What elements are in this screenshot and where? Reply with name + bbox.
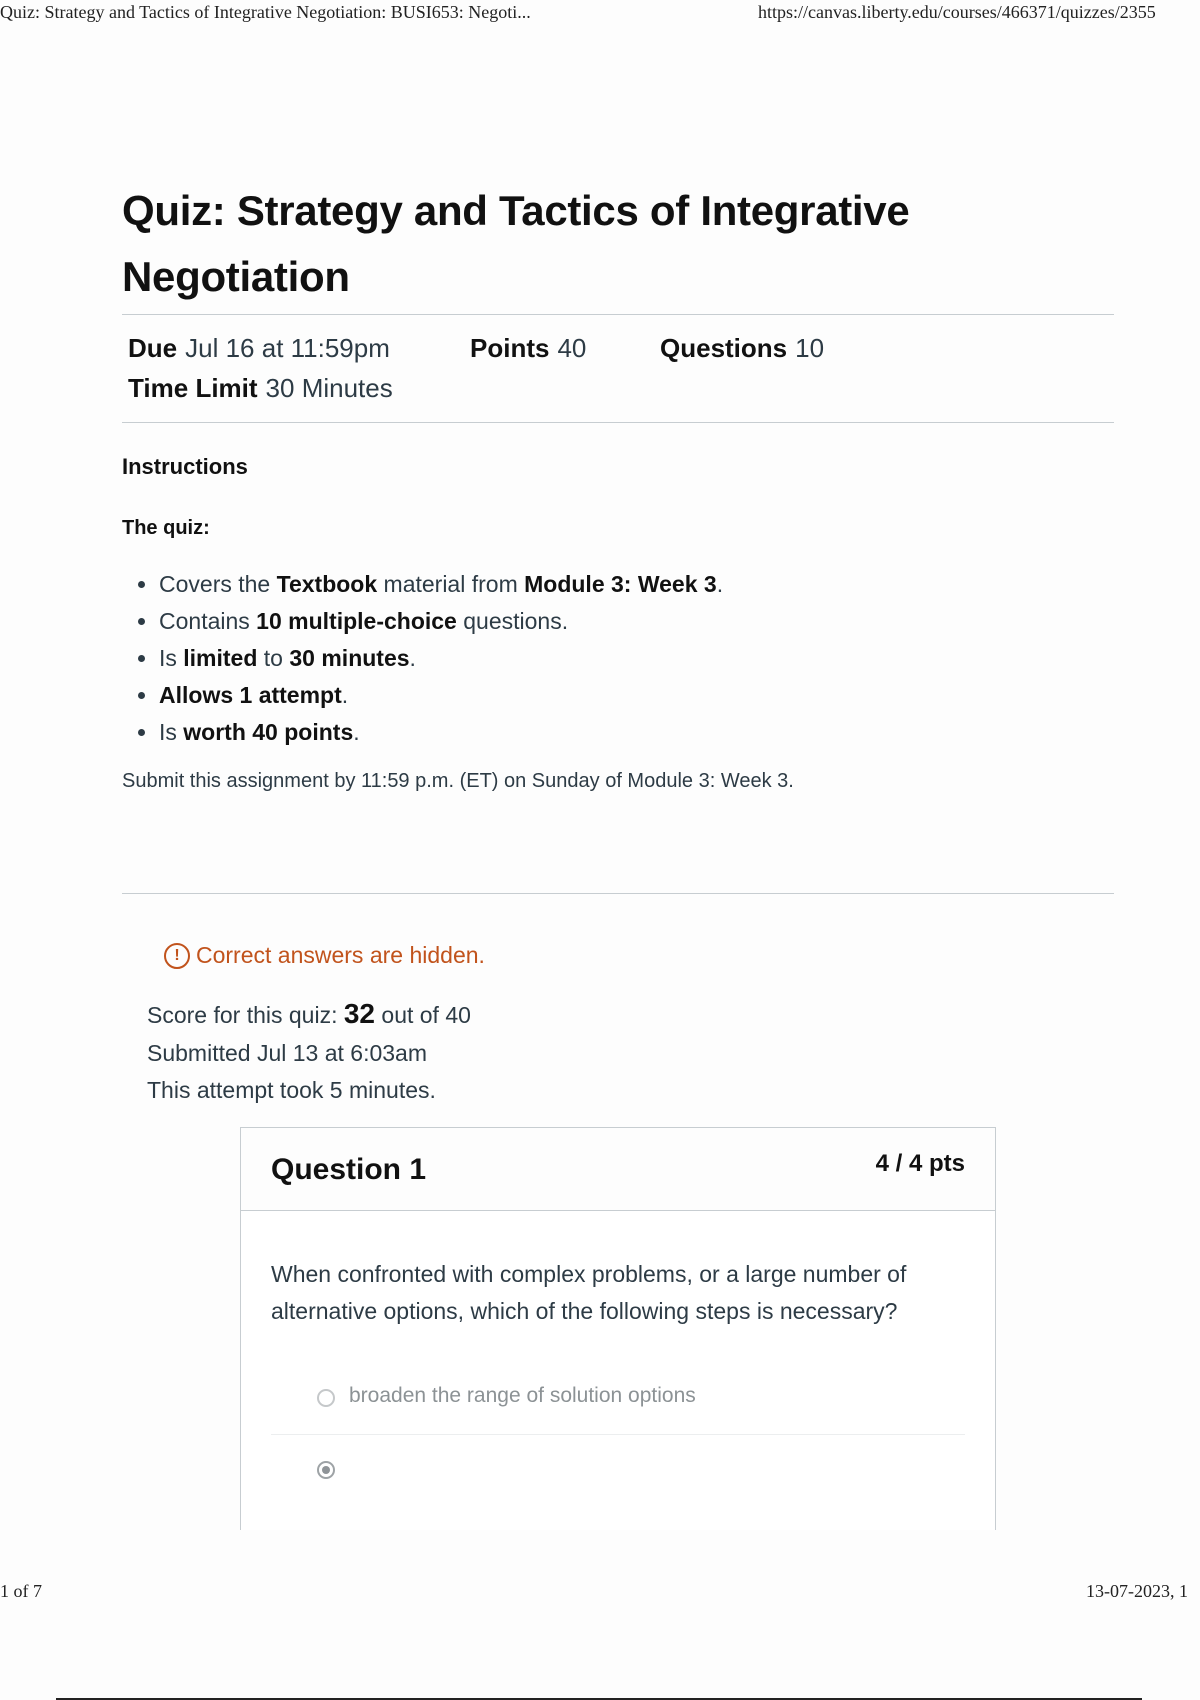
score-value: 32 — [343, 998, 376, 1029]
answer-option — [271, 1364, 965, 1435]
questions-label: Questions — [660, 333, 788, 363]
divider — [122, 422, 1114, 423]
page-number: 1 of 7 — [0, 1581, 42, 1601]
instructions-heading: Instructions — [122, 454, 248, 479]
question-text: When confronted with complex problems, or a large number of alternative options, which of the following steps is necessary? — [271, 1261, 907, 1324]
points-label: Points — [470, 333, 550, 363]
time-limit-value: 30 Minutes — [265, 373, 393, 403]
radio-unselected-icon — [317, 1389, 335, 1407]
quiz-points — [470, 333, 586, 364]
answer-label: broaden the range of solution options — [349, 1384, 696, 1407]
list-item: • Covers the Textbook material from Module 3: Week 3. — [159, 566, 723, 603]
list-item: • Allows 1 attempt. — [159, 677, 723, 714]
quiz-score: Score for this quiz: 32 out of 40 — [147, 998, 471, 1029]
divider — [122, 893, 1114, 894]
list-item: • Is limited to 30 minutes. — [159, 640, 723, 677]
attempt-duration: This attempt took 5 minutes. — [147, 1077, 436, 1103]
submitted-time: Submitted Jul 13 at 6:03am — [147, 1040, 427, 1066]
print-header — [0, 2, 1200, 30]
quiz-time-limit — [128, 373, 393, 404]
page-title: Quiz: Strategy and Tactics of Integrative Negotiation — [122, 187, 910, 300]
instructions-list — [122, 566, 723, 751]
list-item: • Contains 10 multiple-choice questions. — [159, 603, 723, 640]
question-points: 4 / 4 pts — [875, 1150, 965, 1177]
submit-note: Submit this assignment by 11:59 p.m. (ET) on Sunday of Module 3: Week 3. — [122, 770, 794, 792]
due-value: Jul 16 at 11:59pm — [185, 333, 390, 363]
time-limit-label: Time Limit — [128, 373, 258, 403]
question-header — [241, 1128, 995, 1211]
list-item: • Is worth 40 points. — [159, 714, 723, 751]
due-label: Due — [128, 333, 178, 363]
print-page-title: Quiz: Strategy and Tactics of Integrative Negotiation: BUSI653: Negoti... — [0, 2, 531, 22]
print-date: 13-07-2023, 1 — [1086, 1581, 1188, 1601]
question-title: Question 1 — [271, 1153, 427, 1186]
question-card — [240, 1127, 996, 1530]
radio-selected-icon — [317, 1461, 335, 1479]
instructions-subheading: The quiz: — [122, 517, 210, 539]
points-value: 40 — [557, 333, 587, 363]
questions-value: 10 — [795, 333, 825, 363]
quiz-questions — [660, 333, 824, 364]
print-page-url: https://canvas.liberty.edu/courses/466371/quizzes/2355 — [758, 2, 1156, 22]
quiz-due — [128, 333, 390, 364]
warning-icon: ! — [164, 943, 190, 969]
alert-text: Correct answers are hidden. — [196, 942, 485, 968]
correct-answers-hidden-alert — [164, 942, 485, 969]
answer-option-selected — [271, 1435, 965, 1505]
divider — [122, 314, 1114, 315]
